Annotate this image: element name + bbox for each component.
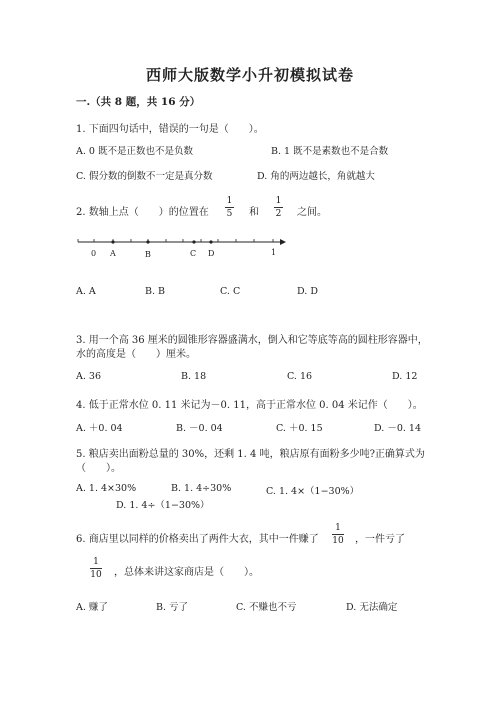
question-3-stem-line-2: 水的高度是（ ）厘米。 <box>76 349 196 360</box>
question-5-stem-line-2: （ ）。 <box>76 463 121 474</box>
question-3-option-c[interactable]: C. 16 <box>287 371 313 382</box>
question-3-option-a[interactable]: A. 36 <box>76 371 101 382</box>
number-line <box>70 232 290 264</box>
question-4-option-c[interactable]: C. ＋0. 15 <box>276 423 323 434</box>
question-5-option-a[interactable]: A. 1. 4×30% <box>76 483 137 494</box>
fraction-numerator: 1 <box>275 196 282 206</box>
fraction-denominator: 10 <box>332 536 344 546</box>
question-5-option-d[interactable]: D. 1. 4÷（1−30%） <box>116 500 210 511</box>
question-4-option-b[interactable]: B. －0. 04 <box>176 423 223 434</box>
fraction-numerator: 1 <box>335 523 341 533</box>
section-heading: 一.（共 8 题，共 16 分） <box>76 96 201 108</box>
question-6-option-a[interactable]: A. 赚了 <box>76 602 108 613</box>
question-1-option-d[interactable]: D. 角的两边越长，角就越大 <box>257 171 375 182</box>
fraction-numerator: 1 <box>226 196 233 206</box>
fraction-denominator: 5 <box>226 209 233 219</box>
question-2-stem-end: 之间。 <box>297 207 327 218</box>
question-2-option-a[interactable]: A. A <box>76 286 96 297</box>
point-a-dot <box>111 240 114 243</box>
fraction-bar <box>90 568 102 569</box>
question-1-stem: 1. 下面四句话中，错误的一句是（ ）。 <box>76 124 264 135</box>
point-c-dot <box>192 240 195 243</box>
question-4-stem: 4. 低于正常水位 0. 11 米记为－0. 11，高于正常水位 0. 04 米记作（ ）。 <box>76 400 423 411</box>
question-3-option-b[interactable]: B. 18 <box>181 371 207 382</box>
axis-label-one: 1 <box>271 248 277 257</box>
question-1-option-c[interactable]: C. 假分数的倒数不一定是真分数 <box>76 171 213 182</box>
point-b-dot <box>146 240 149 243</box>
question-6-option-c[interactable]: C. 不赚也不亏 <box>236 602 297 613</box>
page-title: 西师大版数学小升初模拟试卷 <box>145 66 354 84</box>
question-5-stem-line-1: 5. 粮店卖出面粉总量的 30%，还剩 1. 4 吨，粮店原有面粉多少吨?正确算式为 <box>76 449 425 460</box>
question-6-stem-start: 6. 商店里以同样的价格卖出了两件大衣，其中一件赚了 <box>76 534 319 545</box>
question-2-option-c[interactable]: C. C <box>220 286 241 297</box>
question-2-and: 和 <box>249 207 259 218</box>
fraction-one-fifth <box>225 196 234 219</box>
fraction-one-tenth <box>90 557 102 580</box>
question-6-stem-end: ，总体来讲这家商店是（ ）。 <box>114 567 259 578</box>
question-6-option-b[interactable]: B. 亏了 <box>156 602 189 613</box>
fraction-bar <box>274 207 283 208</box>
question-1-option-a[interactable]: A. 0 既不是正数也不是负数 <box>76 146 193 157</box>
fraction-numerator: 1 <box>93 557 99 567</box>
fraction-one-half <box>274 196 283 219</box>
point-d-dot <box>209 240 212 243</box>
question-3-stem-line-1: 3. 用一个高 36 厘米的圆锥形容器盛满水，倒入和它等底等高的圆柱形容器中， <box>76 335 428 346</box>
question-2-option-b[interactable]: B. B <box>145 286 166 297</box>
axis-label-b: B <box>145 250 151 259</box>
fraction-one-tenth <box>332 523 344 546</box>
question-4-option-d[interactable]: D. －0. 14 <box>374 423 421 434</box>
question-1-option-b[interactable]: B. 1 既不是素数也不是合数 <box>271 146 389 157</box>
question-5-option-c[interactable]: C. 1. 4×（1−30%） <box>266 486 360 497</box>
question-6-stem-middle: ，一件亏了 <box>355 534 405 545</box>
fraction-denominator: 10 <box>90 570 102 580</box>
fraction-bar <box>225 207 234 208</box>
question-6-option-d[interactable]: D. 无法确定 <box>346 602 398 613</box>
question-2-stem-start: 2. 数轴上点（ ）的位置在 <box>76 207 209 218</box>
question-2-option-d[interactable]: D. D <box>297 286 318 297</box>
question-5-option-b[interactable]: B. 1. 4÷30% <box>171 483 232 494</box>
fraction-bar <box>332 534 344 535</box>
axis-label-a: A <box>110 249 116 258</box>
axis-label-zero: 0 <box>91 249 97 258</box>
question-3-option-d[interactable]: D. 12 <box>392 371 418 382</box>
axis-label-c: C <box>190 249 197 258</box>
question-4-option-a[interactable]: A. ＋0. 04 <box>76 423 123 434</box>
fraction-denominator: 2 <box>275 209 282 219</box>
axis-label-d: D <box>208 249 215 258</box>
